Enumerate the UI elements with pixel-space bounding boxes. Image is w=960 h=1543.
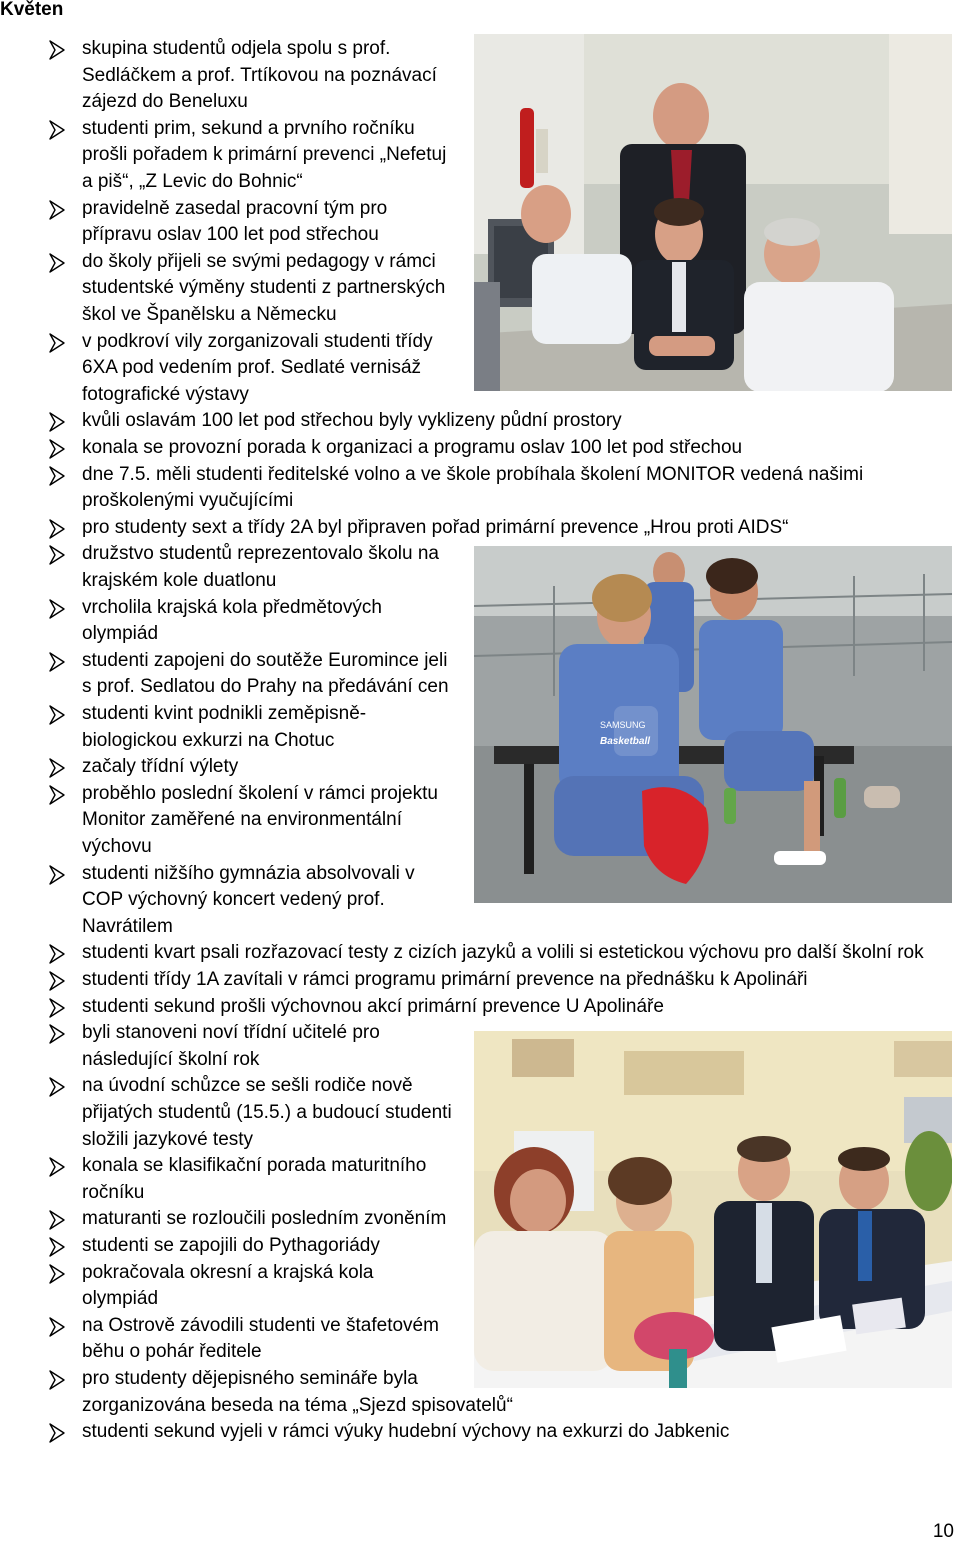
arrow-bullet-icon [49,545,66,565]
list-item-line: studentské výměny studenti z partnerských [82,277,446,299]
list-item-line: ročníku [82,1181,145,1203]
arrow-bullet-icon [49,758,66,778]
list-item-line: družstvo studentů reprezentovalo školu na [82,543,439,565]
list-item-line: začaly třídní výlety [82,756,239,778]
list-item-line: vrcholila krajská kola předmětových [82,596,382,618]
arrow-bullet-icon [49,1317,66,1337]
arrow-bullet-icon [49,466,66,486]
list-item-line: Sedláčkem a prof. Trtíkovou na poznávací [82,64,437,86]
list-item-line: krajském kole duatlonu [82,570,277,591]
list-item-line: v podkroví vily zorganizovali studenti třídy [82,330,433,352]
arrow-bullet-icon [49,865,66,885]
arrow-bullet-icon [49,120,66,140]
list-item-line: studenti kvint podnikli zeměpisně- [82,703,367,724]
list-item-line: proběhlo poslední školení v rámci projektu [82,782,438,804]
arrow-bullet-icon [49,599,66,619]
list-item-line: maturanti se rozloučili posledním zvoněním [82,1208,447,1230]
list-item-line: studenti prim, sekund a prvního ročníku [82,117,415,139]
list-item-line: výchovu [82,836,152,857]
page-number: 10 [932,1521,954,1542]
list-item-line: do školy přijeli se svými pedagogy v rámci [82,250,436,272]
arrow-bullet-icon [49,998,66,1018]
photo-exam-committee [474,1031,952,1388]
arrow-bullet-icon [49,705,66,725]
arrow-bullet-icon [49,1157,66,1177]
list-item-line: olympiád [82,1288,159,1310]
photo-basketball-team [474,546,952,903]
list-item-line: studenti třídy 1A zavítali v rámci programu primární prevence na přednášku k Apolináři [82,969,808,990]
list-item-line: Navrátilem [82,915,173,937]
list-item-line: 6XA pod vedením prof. Sedlaté vernisáž [82,357,422,379]
arrow-bullet-icon [49,40,66,60]
list-item-line: studenti sekund prošli výchovnou akcí primární prevence U Apolináře [82,995,664,1017]
list-item-line: olympiád [82,623,159,645]
list-item-line: s prof. Sedlatou do Prahy na předávání cen [82,676,449,698]
arrow-bullet-icon [49,1423,66,1443]
arrow-bullet-icon [49,1370,66,1390]
arrow-bullet-icon [49,1237,66,1257]
list-item-line: konala se provozní porada k organizaci a programu oslav 100 let pod střechou [82,437,743,458]
list-item-line: pro studenty sext a třídy 2A byl připraven pořad primární prevence „Hrou proti AIDS“ [82,516,789,538]
arrow-bullet-icon [49,1024,66,1044]
list-item-line: studenti se zapojili do Pythagoriády [82,1235,380,1256]
list-item-line: konala se klasifikační porada maturitního [82,1155,427,1177]
arrow-bullet-icon [49,200,66,220]
arrow-bullet-icon [49,1210,66,1230]
list-item-line: studenti kvart psali rozřazovací testy z cizích jazyků a volili si estetickou výchovu pro další školní rok [82,942,924,964]
list-item-line: pravidelně zasedal pracovní tým pro [82,197,388,219]
list-item-line: kvůli oslavám 100 let pod střechou byly vyklizeny půdní prostory [82,410,622,432]
list-item-line: na Ostrově závodili studenti ve štafetovém [82,1314,439,1336]
arrow-bullet-icon [49,1077,66,1097]
arrow-bullet-icon [49,785,66,805]
list-item-line: skupina studentů odjela spolu s prof. [82,38,391,59]
list-item-line: zájezd do Beneluxu [82,91,248,113]
list-item-line: přípravu oslav 100 let pod střechou [82,224,379,246]
list-item-line: pro studenty dějepisného semináře byla [82,1368,418,1389]
list-item-line: prošli pořadem k primární prevenci „Nefetuj [82,144,447,166]
photo-computer-room [474,34,952,391]
page-heading: Květen [0,0,64,20]
jersey-brand-text: SAMSUNG [600,720,646,730]
list-item-line: zorganizována beseda na téma „Sjezd spisovatelů“ [82,1394,513,1416]
list-item-line: Monitor zaměřené na environmentální [82,809,403,831]
arrow-bullet-icon [49,944,66,964]
list-item-line: škol ve Španělsku a Německu [82,304,337,325]
arrow-bullet-icon [49,253,66,273]
arrow-bullet-icon [49,412,66,432]
list-item-line: fotografické výstavy [82,383,249,405]
arrow-bullet-icon [49,333,66,353]
jersey-logo-text: Basketball [600,736,651,747]
list-item-line: studenti nižšího gymnázia absolvovali v [82,862,415,884]
arrow-bullet-icon [49,519,66,539]
list-item-line: a piš“, „Z Levic do Bohnic“ [82,171,303,192]
list-item-line: byli stanoveni noví třídní učitelé pro [82,1022,380,1044]
list-item-line: COP výchovný koncert vedený prof. [82,889,385,911]
list-item-line: následující školní rok [82,1048,260,1070]
list-item-line: studenti zapojeni do soutěže Euromince jeli [82,649,448,671]
list-item-line: na úvodní schůzce se sešli rodiče nově [82,1075,413,1097]
list-item-line: pokračovala okresní a krajská kola [82,1261,374,1283]
list-item-line: proškolenými vyučujícími [82,490,294,512]
arrow-bullet-icon [49,971,66,991]
arrow-bullet-icon [49,652,66,672]
list-item-line: studenti sekund vyjeli v rámci výuky hudební výchovy na exkurzi do Jabkenic [82,1421,730,1443]
arrow-bullet-icon [49,1264,66,1284]
arrow-bullet-icon [49,439,66,459]
list-item-line: přijatých studentů (15.5.) a budoucí studenti [82,1102,452,1123]
list-item-line: složili jazykové testy [82,1128,254,1150]
list-item-line: běhu o pohár ředitele [82,1341,262,1363]
list-item-line: dne 7.5. měli studenti ředitelské volno a ve škole probíhala školení MONITOR vedená našimi [82,463,864,485]
list-item-line: biologickou exkurzi na Chotuc [82,729,335,751]
